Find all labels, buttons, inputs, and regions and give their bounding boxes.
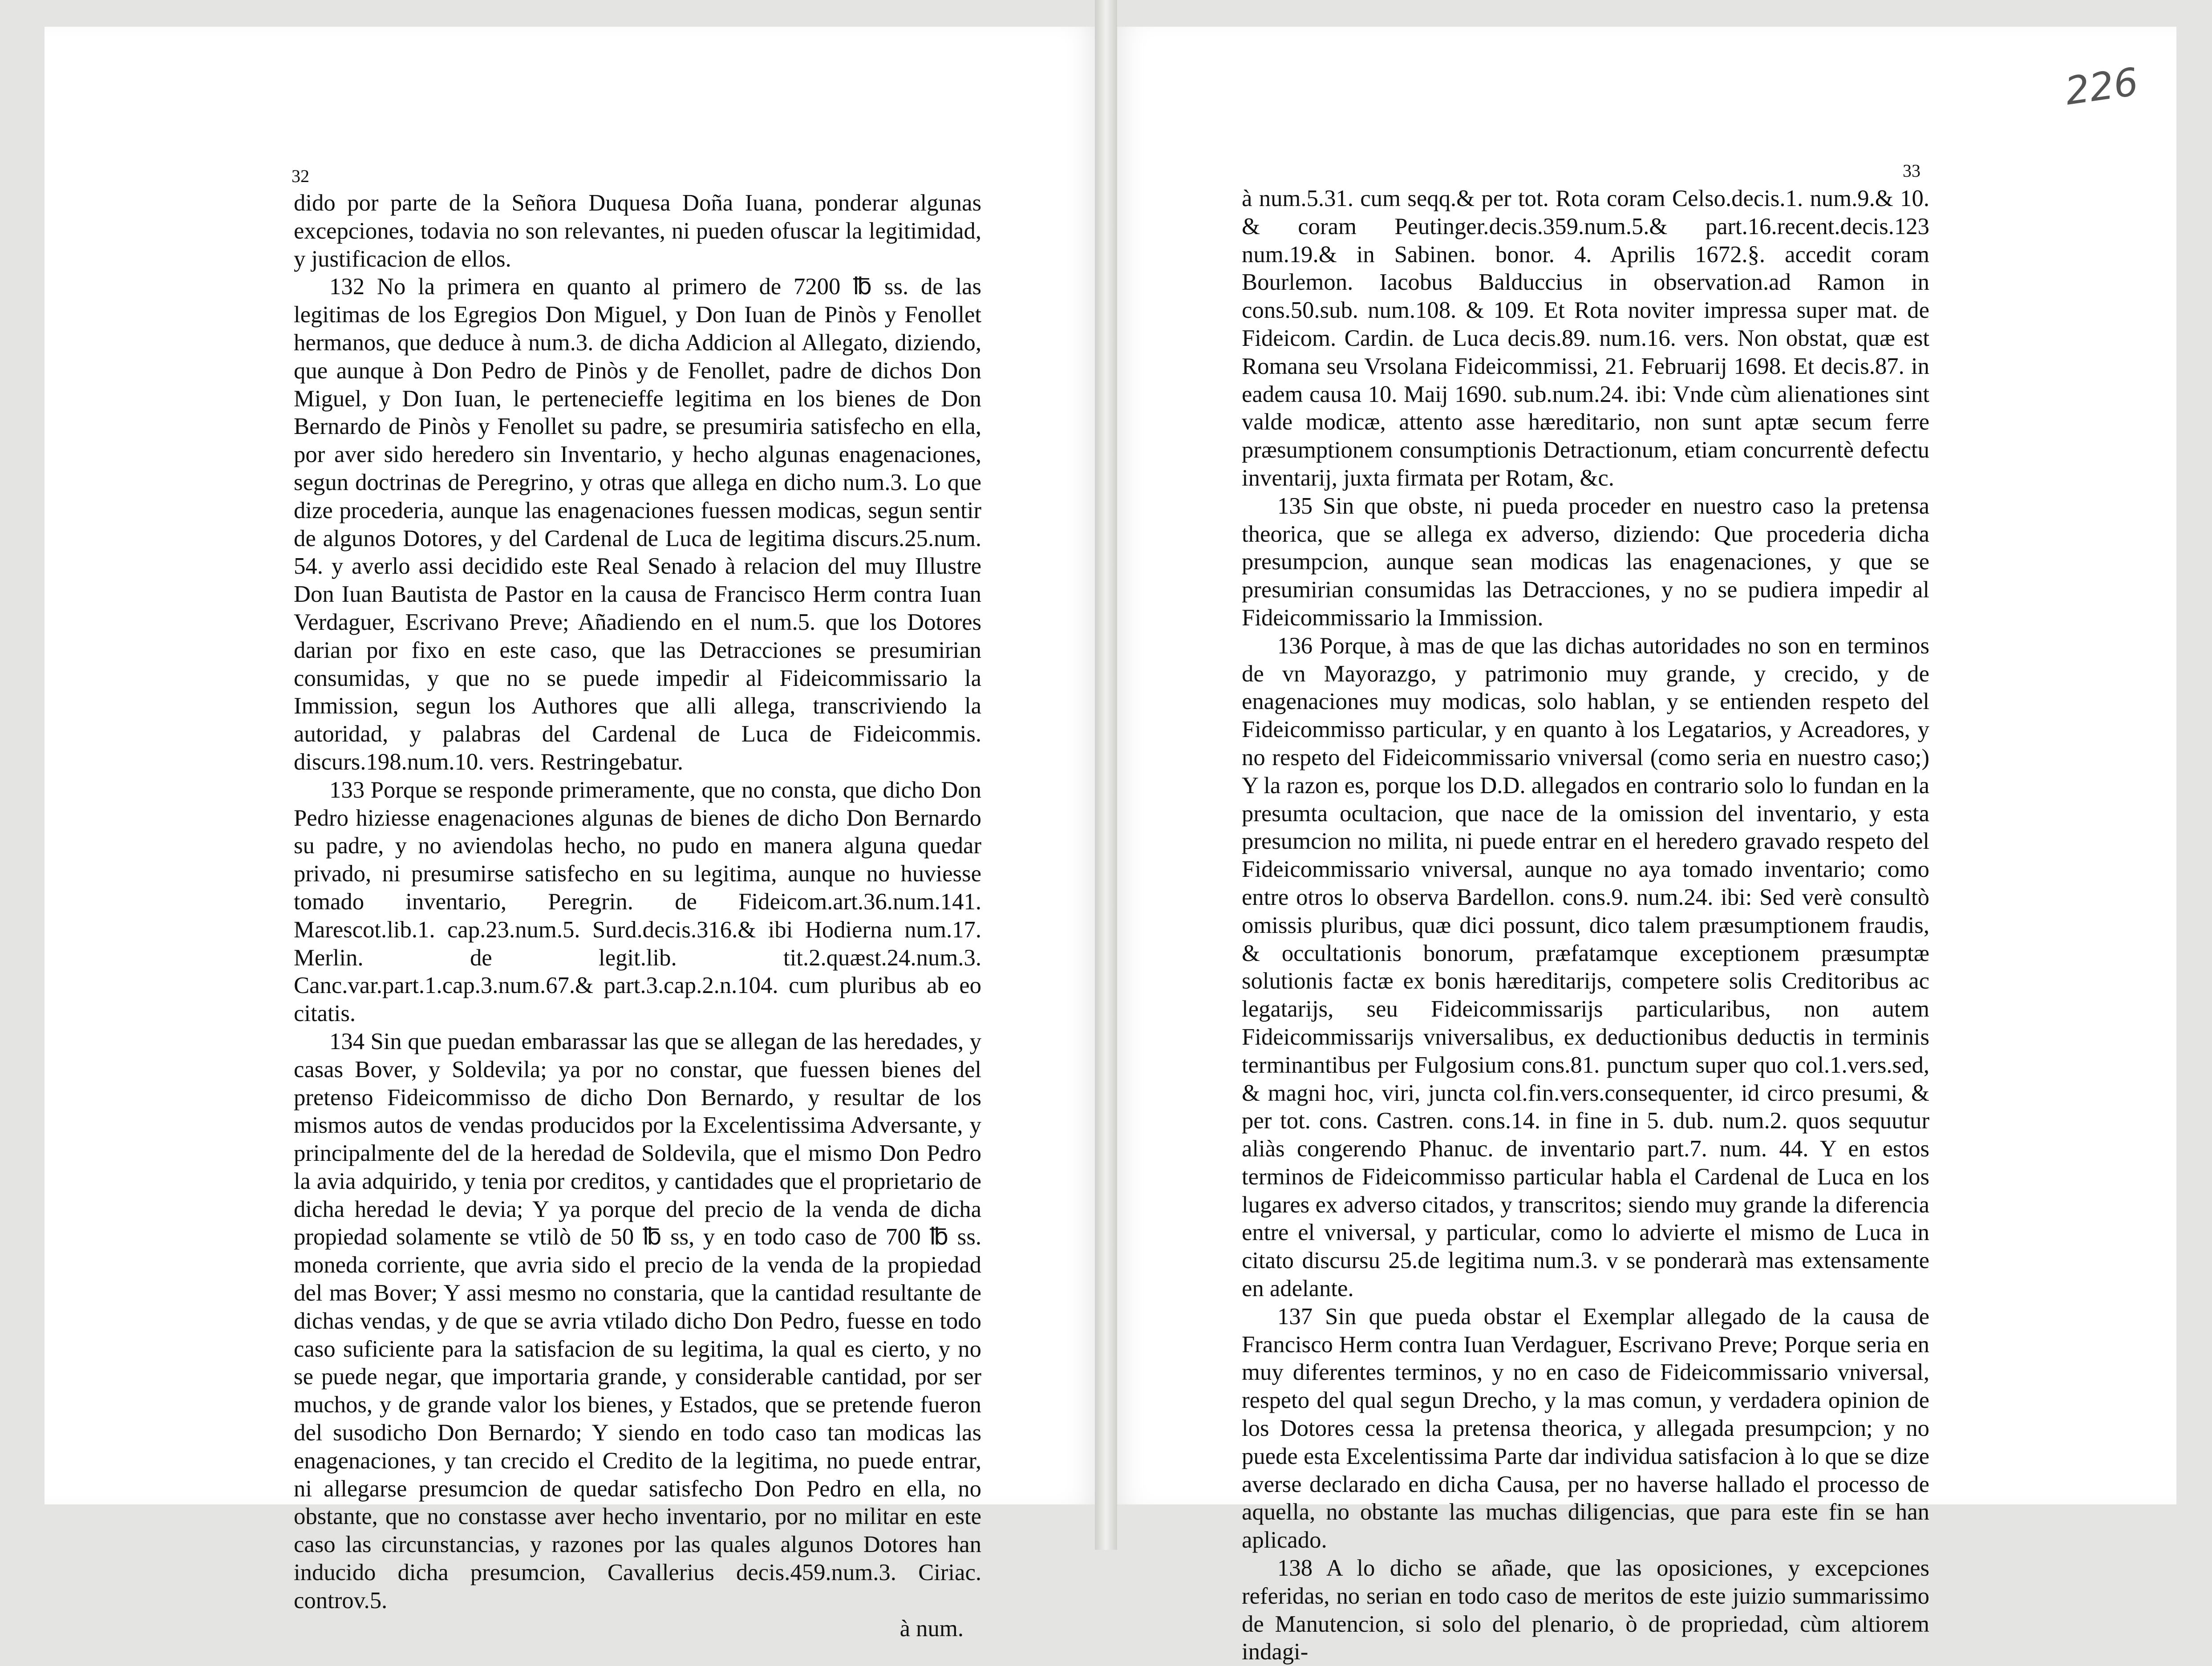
page-number: 33 xyxy=(1903,161,1920,181)
paragraph: 138 A lo dicho se añade, que las oposiciones, y excepciones referidas, no serian en todo caso de meritos de este juizio summarissimo de Manutencion, si solo del plenario, ò de propriedad, cùm altiorem indagi- xyxy=(1242,1555,1929,1665)
paragraph: 137 Sin que pueda obstar el Exemplar allegado de la causa de Francisco Herm contra Iuan Verdaguer, Escrivano Preve; Porque seria en muy diferentes terminos, y no en caso de Fideicommissario vniversal, respeto del qual segun Drecho, y la mas comun, y verdadera opinion de los Dotores cessa la pretensa theorica, y allegada presumpcion; y no puede esta Excelentissima Parte dar individua satisfacion à lo que se dize averse declarado en dicha Causa, per no haverse hallado el processo de aquella, no obstante las muchas diligencias, que para este fin se han aplicado. xyxy=(1242,1303,1929,1553)
book-gutter xyxy=(1095,0,1117,1550)
left-text-block xyxy=(294,189,981,1642)
manuscript-folio-number: 226 xyxy=(2062,60,2141,114)
left-page xyxy=(45,27,1095,1642)
right-text-block xyxy=(1242,185,1929,1666)
page-number: 32 xyxy=(292,166,309,186)
paragraph: 132 No la primera en quanto al primero de 7200 ℔ ss. de las legitimas de los Egregios Don Miguel, y Don Iuan de Pinòs y Fenollet hermanos, que deduce à num.3. de dicha Addicion al Allegato, diziendo, que aunque à Don Pedro de Pinòs y de Fenollet, padre de dichos Don Miguel, y Don Iuan, le pertenecieffe legitima en los bienes de Don Bernardo de Pinòs y Fenollet su padre, se presumiria satisfecho en ella, por aver sido heredero sin Inventario, y hecho algunas enagenaciones, segun doctrinas de Peregrino, y otras que allega en dicho num.3. Lo que dize procederia, aunque las enagenaciones fuessen modicas, segun sentir de algunos Dotores, y del Cardenal de Luca de legitima discurs.25.num. 54. y averlo assi decidido este Real Senado à relacion del muy Illustre Don Iuan Bautista de Pastor en la causa de Francisco Herm contra Iuan Verdaguer, Escrivano Preve; Añadiendo en el num.5. que los Dotores darian por fixo en este caso, que las Detracciones se presumirian consumidas, y que no se puede impedir al Fideicommissario la Immission, segun los Authores que alli allega, transcriviendo la autoridad, y palabras del Cardenal de Luca de Fideicommis. discurs.198.num.10. vers. Restringebatur. xyxy=(294,274,981,775)
catchword: à num. xyxy=(899,1615,964,1642)
paragraph: à num.5.31. cum seqq.& per tot. Rota coram Celso.decis.1. num.9.& 10. & coram Peutinger.decis.359.num.5.& part.16.recent.decis.123 num.19.& in Sabinen. bonor. 4. Aprilis 1672.§. accedit coram Bourlemon. Iacobus Balduccius in observation.ad Ramon in cons.50.sub. num.108. & 109. Et Rota noviter impressa super mat. de Fideicom. Cardin. de Luca decis.89. num.16. vers. Non obstat, quæ est Romana seu Vrsolana Fideicommissi, 21. Februarij 1698. Et decis.87. in eadem causa 10. Maij 1690. sub.num.24. ibi: Vnde cùm alienationes sint valde modicæ, attento asse hæreditario, non sunt aptæ secum ferre præsumptionem consumptionis Detractionum, etiam concurrentè defectu inventarij, juxta firmata per Rotam, &c. xyxy=(1242,186,1929,491)
paragraph: 136 Porque, à mas de que las dichas autoridades no son en terminos de vn Mayorazgo, y patrimonio muy grande, y crecido, y de enagenaciones muy modicas, solo hablan, y se entienden respeto del Fideicommisso particular, y en quanto à los Legatarios, y Acreadores, y no respeto del Fideicommissario vniversal (como seria en nuestro caso;) Y la razon es, porque los D.D. allegados en contrario solo lo fundan en la presumta ocultacion, que nace de la omission del inventario, y esta presumcion no milita, ni puede entrar en el heredero gravado respeto del Fideicommissario vniversal, aunque no aya tomado inventario; como entre otros lo observa Bardellon. cons.9. num.24. ibi: Sed verè consultò omissis pluribus, quæ dici possunt, dico talem præsumptionem fraudis, & occultationis bonorum, præfatamque exceptionem præsumptæ solutionis factæ ex bonis hæreditarijs, competere solis Creditoribus ac legatarijs, seu Fideicommissarijs particularibus, non autem Fideicommissarijs vniversalibus, ex deductionibus deductis in terminis terminantibus per Fulgosium cons.81. punctum super quo col.1.vers.sed, & magni hoc, viri, juncta col.fin.vers.consequenter, id circo presumi, & per tot. cons. Castren. cons.14. in fine in 5. dub. num.2. quos sequutur aliàs congerendo Phanuc. de inventario part.7. num. 44. Y en estos terminos de Fideicommisso particular habla el Cardenal de Luca en los lugares ex adverso citados, y transcritos; siendo muy grande la diferencia entre el vniversal, y particular, como lo advierte el mismo de Luca in citato discursu 25.de legitima num.3. v se ponderarà mas extensamente en adelante. xyxy=(1242,632,1929,1302)
paragraph: 133 Porque se responde primeramente, que no consta, que dicho Don Pedro hiziesse enagenaciones algunas de bienes de dicho Don Bernardo su padre, y no aviendolas hecho, no pudo en manera alguna quedar privado, ni presumirse satisfecho en su legitima, aunque no huviesse tomado inventario, Peregrin. de Fideicom.art.36.num.141. Marescot.lib.1. cap.23.num.5. Surd.decis.316.& ibi Hodierna num.17. Merlin. de legit.lib. tit.2.quæst.24.num.3. Canc.var.part.1.cap.3.num.67.& part.3.cap.2.n.104. cum pluribus ab eo citatis. xyxy=(294,777,981,1027)
paragraph: 134 Sin que puedan embarassar las que se allegan de las heredades, y casas Bover, y Soldevila; ya por no constar, que fuessen bienes del pretenso Fideicommisso de dicho Don Bernardo, y resultar de los mismos autos de vendas producidos por la Excelentissima Adversante, y principalmente del de la heredad de Soldevila, que el mismo Don Pedro la avia adquirido, y tenia por creditos, y cantidades que el proprietario de dicha heredad le devia; Y ya porque del precio de la venda de dicha propiedad solamente se vtilò de 50 ℔ ss, y en todo caso de 700 ℔ ss. moneda corriente, que avria sido el precio de la venda de la propiedad del mas Bover; Y assi mesmo no constaria, que la cantidad resultante de dichas vendas, y de que se avria vtilado dicho Don Pedro, fuesse en todo caso suficiente para la satisfacion de su legitima, la qual es cierto, y no se puede negar, que importaria grande, y considerable cantidad, por ser muchos, y de grande valor los bienes, y Estados, que se pretende fueron del susodicho Don Bernardo; Y siendo en todo caso tan modicas las enagenaciones, y tan crecido el Credito de la legitima, no puede entrar, ni allegarse presumcion de quedar satisfecho Don Pedro en ella, no obstante, que no constasse aver hecho inventario, por no militar en este caso las circunstancias, y razones por las quales algunos Dotores han inducido dicha presumcion, Cavallerius decis.459.num.3. Ciriac. controv.5. xyxy=(294,1028,981,1613)
paragraph: dido por parte de la Señora Duquesa Doña Iuana, ponderar algunas excepciones, todavia no son relevantes, ni pueden ofuscar la legitimidad, y justificacion de ellos. xyxy=(294,190,981,272)
paragraph: 135 Sin que obste, ni pueda proceder en nuestro caso la pretensa theorica, que se allega ex adverso, diziendo: Que procederia dicha presumpcion, aunque sean modicas las enagenaciones, y que se presumirian consumidas las Detracciones, y no se pudiera impedir al Fideicommissario la Immission. xyxy=(1242,493,1929,631)
right-page xyxy=(1117,27,2176,1665)
